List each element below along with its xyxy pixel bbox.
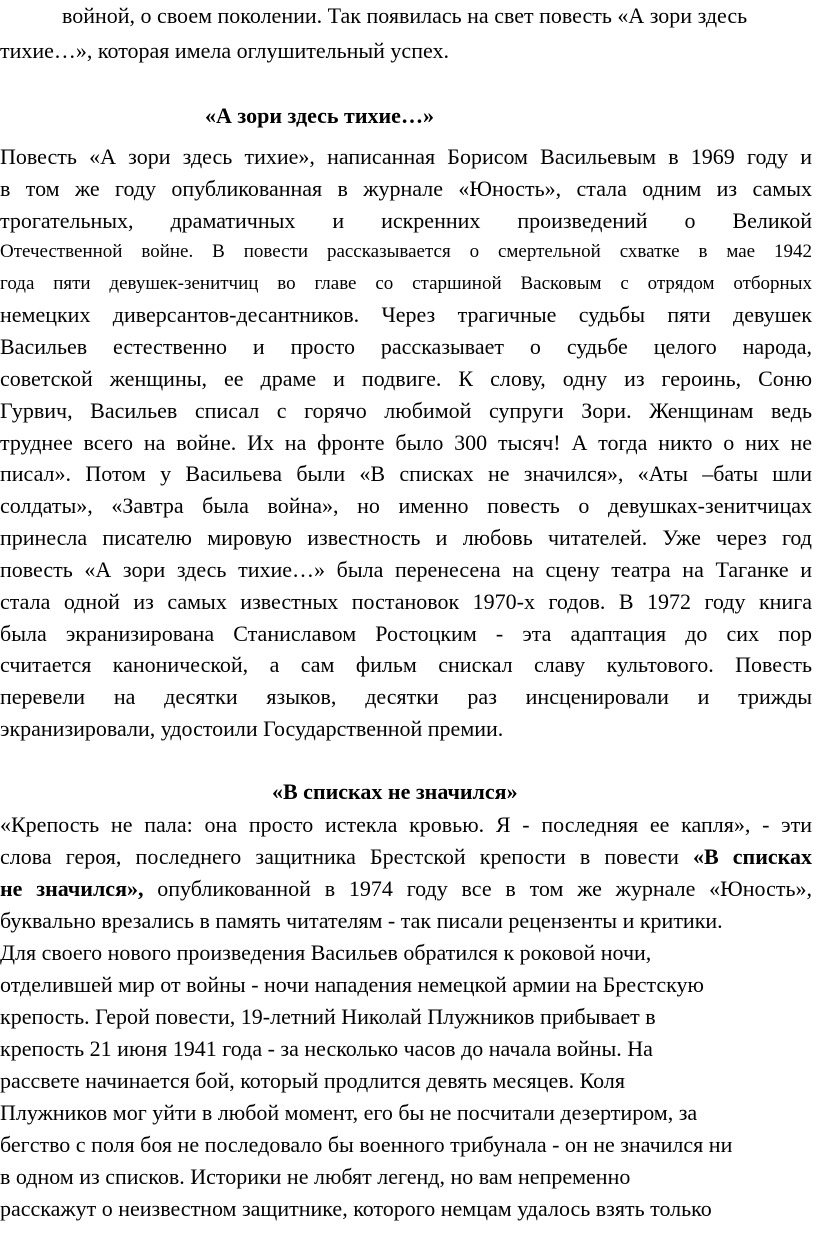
paragraph-line: бегство с поля боя не последовало бы военного трибунала - он не значился ни: [0, 1132, 733, 1157]
section-heading-spiski: «В списках не значился»: [272, 779, 518, 804]
paragraph-line: в одном из списков. Историки не любят легенд, но вам непременно: [0, 1164, 631, 1189]
paragraph-line: немецких диверсантов-десантников. Через трагичные судьбы пяти девушек: [0, 302, 812, 327]
section-heading-zori: «А зори здесь тихие…»: [205, 103, 434, 128]
paragraph-line: Васильев естественно и просто рассказывает о судьбе целого народа,: [0, 334, 812, 359]
paragraph-text: слова героя, последнего защитника Брестской крепости в повести: [0, 844, 693, 869]
paragraph-line: солдаты», «Завтра была война», но именно повесть о девушках-зенитчицах: [0, 493, 812, 518]
paragraph-line: перевели на десятки языков, десятки раз инсценировали и трижды: [0, 684, 812, 709]
paragraph-line: Плужников мог уйти в любой момент, его бы не посчитали дезертиром, за: [0, 1100, 698, 1125]
paragraph-line: стала одной из самых известных постановок 1970-х годов. В 1972 году книга: [0, 589, 812, 614]
paragraph-text: опубликованной в 1974 году все в том же журнале «Юность»,: [143, 876, 812, 901]
paragraph-line: крепость. Герой повести, 19-летний Николай Плужников прибывает в: [0, 1004, 656, 1029]
paragraph-line: труднее всего на войне. Их на фронте было 300 тысяч! А тогда никто о них не: [0, 430, 812, 455]
paragraph-text: года пяти девушек-зенитчиц во главе со старшиной Васковым с отрядом отборных: [0, 273, 812, 294]
paragraph-line: [0, 873, 812, 905]
paragraph-line: [0, 268, 812, 300]
paragraph-line: экранизировали, удостоили Государственной премии.: [0, 716, 504, 741]
story-title-bold: не значился»,: [0, 876, 144, 901]
paragraph-line: Для своего нового произведения Васильев обратился к роковой ночи,: [0, 940, 652, 965]
intro-line-2: тихие…», которая имела оглушительный успех.: [0, 38, 449, 63]
paragraph-line: трогательных, драматичных и искренних произведений о Великой: [0, 208, 812, 233]
paragraph-line: советской женщины, ее драме и подвиге. К слову, одну из героинь, Соню: [0, 366, 812, 391]
paragraph-line: считается канонической, а сам фильм снискал славу культового. Повесть: [0, 652, 812, 677]
paragraph-line: [0, 236, 812, 268]
paragraph-line: принесла писателю мировую известность и любовь читателей. Уже через год: [0, 525, 812, 550]
paragraph-line: в том же году опубликованная в журнале «Юность», стала одним из самых: [0, 176, 812, 201]
paragraph-line: крепость 21 июня 1941 года - за несколько часов до начала войны. На: [0, 1036, 653, 1061]
paragraph-line: [0, 841, 812, 873]
paragraph-line: писал». Потом у Васильева были «В списках не значился», «Аты –баты шли: [0, 461, 812, 486]
paragraph-line: отделившей мир от войны - ночи нападения немецкой армии на Брестскую: [0, 972, 704, 997]
paragraph-line: «Крепость не пала: она просто истекла кровью. Я - последняя ее капля», - эти: [0, 812, 812, 837]
paragraph-text: Отечественной войне. В повести рассказывается о смертельной схватке в мае 1942: [0, 241, 812, 262]
paragraph-line: расскажут о неизвестном защитнике, которого немцам удалось взять только: [0, 1196, 712, 1221]
paragraph-line: буквально врезались в память читателям - так писали рецензенты и критики.: [0, 908, 723, 933]
paragraph-line: Повесть «А зори здесь тихие», написанная Борисом Васильевым в 1969 году и: [0, 144, 812, 169]
story-title-bold: «В списках: [692, 844, 812, 869]
intro-line-1: войной, о своем поколении. Так появилась на свет повесть «А зори здесь: [62, 3, 748, 28]
paragraph-line: повесть «А зори здесь тихие…» была перенесена на сцену театра на Таганке и: [0, 557, 812, 582]
paragraph-line: Гурвич, Васильев списал с горячо любимой супруги Зори. Женщинам ведь: [0, 398, 812, 423]
paragraph-line: рассвете начинается бой, который продлится девять месяцев. Коля: [0, 1068, 625, 1093]
paragraph-line: была экранизирована Станиславом Ростоцким - эта адаптация до сих пор: [0, 621, 812, 646]
